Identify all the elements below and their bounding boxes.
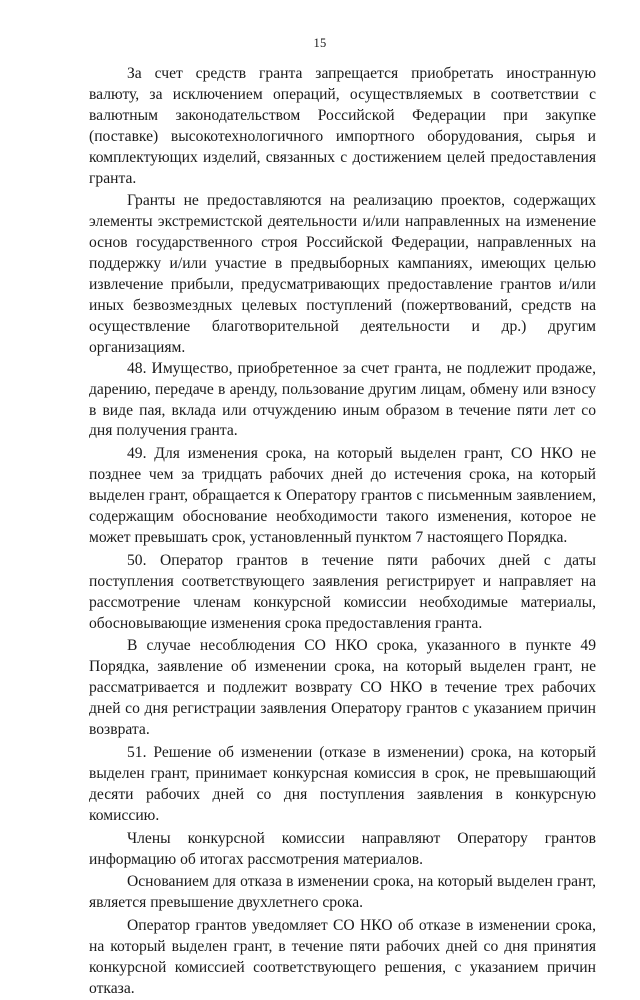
paragraph-item-49: 49. Для изменения срока, на который выделен грант, СО НКО не позднее чем за тридцать рабочих дней до истечения срока, на который выделен грант, обращается к Оператору грантов с письменным заявлением, содержащим обоснование необходимости такого изменения, которое не может превышать срок, установленный пунктом 7 настоящего Порядка. <box>89 445 596 546</box>
paragraph-refusal-grounds: Основанием для отказа в изменении срока, на который выделен грант, является превышение двухлетнего срока. <box>89 873 596 912</box>
paragraph-refusal-notice: Оператор грантов уведомляет СО НКО об отказе в изменении срока, на который выделен грант, в течение пяти рабочих дней со дня принятия конкурсной комиссией соответствующего решения, с указанием причин отказа. <box>89 917 596 997</box>
paragraph-item-50: 50. Оператор грантов в течение пяти рабочих дней с даты поступления соответствующего заявления регистрирует и направляет на рассмотрение членам конкурсной комиссии необходимые материалы, обосновывающие изменения срока предоставления гранта. <box>89 551 596 632</box>
paragraph-item-48: 48. Имущество, приобретенное за счет гранта, не подлежит продаже, дарению, передаче в аренду, пользование другим лицам, обмену или взносу в виде пая, вклада или отчуждению иным образом в течение пяти лет со дня получения гранта. <box>89 359 596 440</box>
paragraph-noncompliance: В случае несоблюдения СО НКО срока, указанного в пункте 49 Порядка, заявление об изменении срока, на который выделен грант, не рассматривается и подлежит возврату СО НКО в течение трех рабочих дней со дня регистрации заявления Оператору грантов с указанием причин возврата. <box>89 637 596 739</box>
page-number: 15 <box>313 36 327 50</box>
paragraph-commission-members: Члены конкурсной комиссии направляют Оператору грантов информацию об итогах рассмотрения материалов. <box>89 829 596 868</box>
document-body <box>89 64 596 1000</box>
paragraph-currency-restriction: За счет средств гранта запрещается приобретать иностранную валюту, за исключением операций, осуществляемых в соответствии с валютным законодательством Российской Федерации при закупке (поставке) высокотехнологичного импортного оборудования, сырья и комплектующих изделий, связанных с достижением целей предоставления гранта. <box>89 65 596 187</box>
paragraph-grant-exclusions: Гранты не предоставляются на реализацию проектов, содержащих элементы экстремистской деятельности и/или направленных на изменение основ государственного строя Российской Федерации, направленных на поддержку и/или участие в предвыборных кампаниях, имеющих целью извлечение прибыли, предусматривающих предоставление грантов и/или иных безвозмездных целевых поступлений (пожертвований, средств на осуществление благотворительной деятельности и др.) другим организациям. <box>89 192 596 356</box>
paragraph-item-51: 51. Решение об изменении (отказе в изменении) срока, на который выделен грант, принимает конкурсная комиссия в срок, не превышающий десяти рабочих дней со дня поступления заявления в конкурсную комиссию. <box>89 744 596 824</box>
